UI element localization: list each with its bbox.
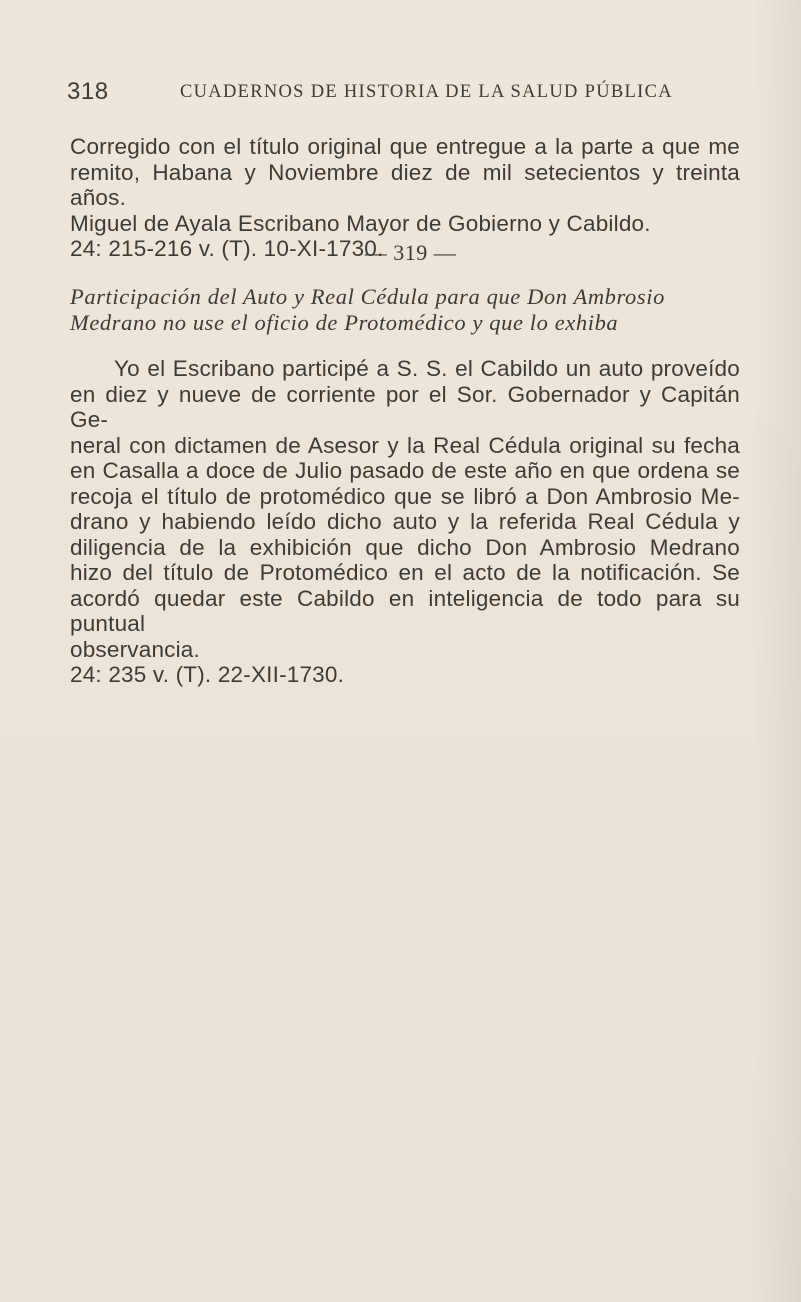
text-line: neral con dictamen de Asesor y la Real Cédula original su fecha <box>70 432 740 458</box>
entry-319-number: — 319 — <box>364 240 457 265</box>
text-line: Yo el Escribano participé a S. S. el Cabildo un auto proveído <box>114 356 740 381</box>
entry-318-citation: 24: 215-216 v. (T). 10-XI-1730. <box>70 236 384 261</box>
text-line: remito, Habana y Noviembre diez de mil setecientos y treinta años. <box>70 159 740 210</box>
entry-319-citation: 24: 235 v. (T). 22-XII-1730. <box>70 662 345 687</box>
text-line: en Casalla a doce de Julio pasado de este año en que ordena se <box>70 458 740 483</box>
text-line: en diez y nueve de corriente por el Sor. Gobernador y Capitán Ge- <box>70 381 740 432</box>
text-line: drano y habiendo leído dicho auto y la referida Real Cédula y <box>70 509 740 534</box>
page-header <box>67 78 747 108</box>
text-line: hizo del título de Protomédico en el acto de la notificación. Se <box>70 560 740 585</box>
text-line: observancia. <box>70 636 200 662</box>
text-line: Miguel de Ayala Escribano Mayor de Gobierno y Cabildo. <box>70 210 651 236</box>
page-number: 318 <box>67 78 109 105</box>
running-title: CUADERNOS DE HISTORIA DE LA SALUD PÚBLICA <box>180 82 673 102</box>
entry-319-title <box>70 284 740 335</box>
text-line: acordó quedar este Cabildo en inteligencia de todo para su puntual <box>70 585 740 636</box>
title-line: Participación del Auto y Real Cédula para que Don Ambrosio <box>70 284 665 309</box>
text-line: recoja el título de protomédico que se libró a Don Ambrosio Me- <box>70 483 740 509</box>
text-line: diligencia de la exhibición que dicho Don Ambrosio Medrano <box>70 534 740 560</box>
text-line: Corregido con el título original que entregue a la parte a que me <box>70 134 740 159</box>
entry-319-text <box>70 356 740 688</box>
title-line: Medrano no use el oficio de Protomédico y que lo exhiba <box>70 309 619 335</box>
